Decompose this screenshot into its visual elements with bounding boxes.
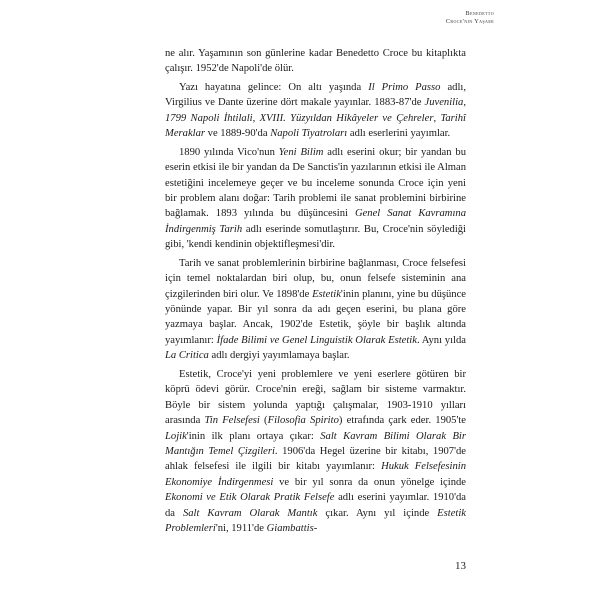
paragraph <box>165 80 466 142</box>
text-run: adlı eserini okur; bir yandan bu eserin etkisi ile bir yandan da De Sanctis'in yazılarının etkisi ile Alman estetiğini incelemeye geçer ve bu inceleme sonunda Croce için yeni bir problem alanı doğar: Tarih problemi ile sanat problemini birbirine bağlamak. 1893 yılında bu düşüncesini <box>165 146 466 220</box>
italic-title: Yeni Bilim <box>278 146 324 158</box>
italic-title: İfade Bilimi ve Genel Linguistik Olarak Estetik <box>216 334 417 346</box>
text-run: Tarih ve sanat problemlerinin birbirine bağlanması, Croce felsefesi için temel noktalardan biri olup, bu, onun felsefe sisteminin ana çizgilerinden biri olur. Ve 1898'de <box>165 257 466 300</box>
text-run: çıkar. Aynı yıl içinde <box>317 507 438 519</box>
text-run: ve 1889-90'da <box>205 128 271 140</box>
text-run: adlı dergiyi yayımlamaya başlar. <box>208 350 350 362</box>
running-head <box>446 10 494 26</box>
text-run: . Aynı yılda <box>416 334 466 346</box>
italic-title: 1799 Napoli İhtilali <box>165 112 253 124</box>
text-run: 'inin ilk planı ortaya çıkar: <box>186 430 321 442</box>
italic-title: Salt Kavram Olarak Mantık <box>182 507 318 519</box>
text-run: adlı eserlerini yayımlar. <box>347 128 451 140</box>
text-run: ) etrafında çark eder. 1905'te <box>338 415 467 427</box>
italic-title: La Critica <box>165 350 209 362</box>
italic-title: XVIII. Yüzyıldan Hikâyeler ve Çehreler <box>259 112 434 124</box>
running-head-author: Benedetto <box>465 10 494 17</box>
paragraph <box>165 46 466 77</box>
text-run: , <box>433 112 441 124</box>
text-run: 'inin planını, yine bu düşünce yönünde yapar. Bir yıl sonra da adı geçen eserini, bu plana göre yazmaya başlar. Ancak, 1902'de Estetik, şöyle bir başlık altında yayımlanır: <box>165 288 466 346</box>
italic-title: Giambattis- <box>266 522 318 534</box>
text-run: Estetik, Croce'yi yeni problemlere ve yeni eserlere götüren bir köprü ödevi görür. Croce'nin ereği, sağlam bir sisteme varmaktır. Böyle bir sistem yolunda yaptığı çalışmalar, 1903-1910 yılları arasında <box>165 368 466 427</box>
italic-title: Filosofia Spirito <box>267 415 339 427</box>
paragraph <box>165 256 466 364</box>
text-run: adlı, Virgilius ve Dante üzerine dört makale yayınlar. 1883-87'de <box>165 82 466 109</box>
italic-title: Estetik Problemleri <box>165 507 466 534</box>
text-run: , <box>252 112 260 124</box>
text-run: ve bir yıl sonra da onun yönelge içinde <box>273 476 466 488</box>
italic-title: Tin Felsefesi <box>204 415 260 427</box>
page-number: 13 <box>455 560 466 572</box>
italic-title: Napoli Tiyatroları <box>270 128 348 140</box>
italic-title: Il Primo Passo <box>368 82 441 93</box>
italic-title: Lojik <box>165 430 187 442</box>
text-run: 1890 yılında Vico'nun <box>179 146 279 158</box>
italic-title: Estetik <box>312 288 341 300</box>
text-run: Yazı hayatına gelince: On altı yaşında <box>179 82 369 93</box>
running-head-section: Croce'nin Yaşamı <box>445 18 494 25</box>
italic-title: Juvenilia <box>424 97 464 109</box>
body-text <box>165 46 466 540</box>
italic-title: Ekonomi ve Etik Olarak Pratik Felsefe <box>165 492 335 504</box>
italic-title: Hukuk Felsefesinin Ekonomiye İndirgenmesi <box>165 461 466 488</box>
italic-title: Genel Sanat Kavramına İndirgenmiş Tarih <box>165 208 466 235</box>
text-run: 'ni, 1911'de <box>215 522 267 534</box>
text-run: adlı eserinde somutlaştırır. Bu, Croce'nin söylediği gibi, 'kendi kendinin objektifleşmesi'dir. <box>165 223 466 251</box>
italic-title: Salt Kavram Bilimi Olarak Bir Mantığın Temel Çizgileri <box>165 430 466 457</box>
italic-title: Tarihî Meraklar <box>165 112 466 140</box>
text-run: . 1906'da Hegel üzerine bir kitabı, 1907'de ahlak felsefesi ile ilgili bir kitabı yayımlanır: <box>165 445 466 473</box>
text-run: ( <box>259 415 268 427</box>
paragraph <box>165 145 466 253</box>
paragraph <box>165 367 466 536</box>
text-run: adlı eserini yayımlar. 1910'da da <box>165 492 466 519</box>
text-run: ne alır. Yaşamının son günlerine kadar Benedetto Croce bu kitaplıkta çalışır. 1952'de Napoli'de ölür. <box>165 48 466 75</box>
text-run: , <box>463 97 466 109</box>
